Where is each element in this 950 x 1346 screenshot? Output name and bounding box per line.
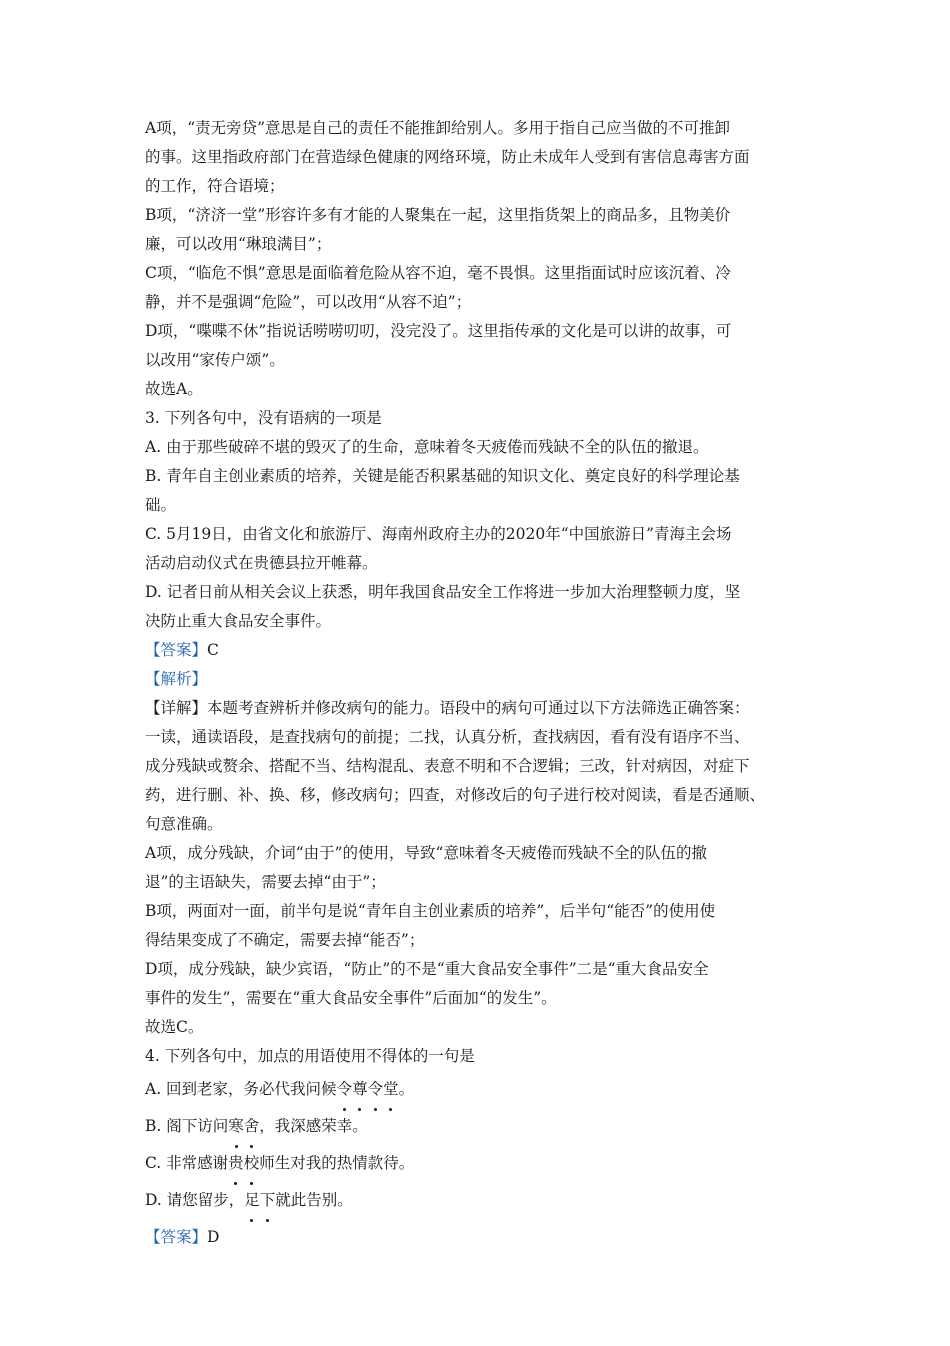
option-text: A. 回到老家，务必代我问候: [145, 1080, 337, 1098]
q2-explain-c-line2: 静，并不是强调“危险”，可以改用“从容不迫”；: [145, 293, 472, 311]
dotted-char: 下: [260, 1182, 276, 1219]
dotted-term: [228, 1117, 259, 1135]
option-text: 就此告别。: [275, 1191, 353, 1209]
q3-detail-line1: [145, 694, 825, 723]
q3-option-d-line2: 决防止重大食品安全事件。: [145, 612, 332, 630]
q2-explain-b-line1: B项，“济济一堂”形容许多有才能的人聚集在一起，这里指货架上的商品多，且物美价: [145, 206, 731, 224]
q2-choice: 故选A。: [145, 380, 203, 398]
q2-explain-a-line3: 的工作，符合语境；: [145, 177, 285, 195]
q3-option-b-line1: B. 青年自主创业素质的培养，关键是能否积累基础的知识文化、奠定良好的科学理论基: [145, 467, 740, 485]
dotted-char: 贵: [228, 1145, 244, 1182]
answer-value: D: [207, 1228, 220, 1246]
q3-analysis: [145, 665, 825, 694]
q3-option-d-line1: D. 记者日前从相关会议上获悉，明年我国食品安全工作将进一步加大治理整顿力度，坚: [145, 583, 741, 601]
option-text: 。: [398, 1080, 415, 1098]
q4-answer: [145, 1219, 825, 1256]
answer-value: C: [207, 641, 219, 659]
dotted-char: 令: [337, 1071, 353, 1108]
q3-option-b-line2: 础。: [145, 496, 177, 514]
q3-explain-a-line1: A项，成分残缺，介词“由于”的使用，导致“意味着冬天疲倦而残缺不全的队伍的撤: [145, 844, 707, 862]
option-text: B. 阁下访问: [145, 1117, 229, 1135]
answer-tag: 【答案】: [145, 1228, 208, 1246]
q3-answer: [145, 636, 825, 665]
document-page: [145, 114, 825, 1256]
dotted-char: 足: [244, 1182, 260, 1219]
answer-tag: 【答案】: [145, 641, 208, 659]
option-text: D. 请您留步，: [145, 1191, 245, 1209]
option-text: ，我深感荣幸。: [259, 1117, 368, 1135]
analysis-tag: 【解析】: [145, 670, 208, 688]
q3-option-c-line2: 活动启动仪式在贵德县拉开帷幕。: [145, 554, 378, 572]
q3-explain-d-line2: 事件的发生”，需要在“重大食品安全事件”后面加“的发生”。: [145, 989, 557, 1007]
option-text: 师生对我的热情款待。: [259, 1154, 415, 1172]
dotted-char: 校: [244, 1145, 260, 1182]
dotted-term: [228, 1154, 259, 1172]
q2-explain-d-line1: D项，“喋喋不休”指说话唠唠叨叨，没完没了。这里指传承的文化是可以讲的故事，可: [145, 322, 732, 340]
q3-explain-b-line1: B项，两面对一面，前半句是说“青年自主创业素质的培养”，后半句“能否”的使用使: [145, 902, 716, 920]
q4-option-d: [145, 1182, 825, 1219]
q2-explain-d-line2: 以改用“家传户颂”。: [145, 351, 285, 369]
q4-option-c: [145, 1145, 825, 1182]
dotted-char: 堂: [383, 1071, 399, 1108]
q3-explain-b-line2: 得结果变成了不确定，需要去掉“能否”；: [145, 931, 425, 949]
q4-stem: 4. 下列各句中，加点的用语使用不得体的一句是: [145, 1047, 475, 1065]
q3-option-c-line1: C. 5月19日，由省文化和旅游厅、海南州政府主办的2020年“中国旅游日”青海主会场: [145, 525, 732, 543]
q4-option-a: [145, 1071, 825, 1108]
q3-detail-line2: 一读，通读语段，是查找病句的前提；二找，认真分析，查找病因，看有没有语序不当、: [145, 728, 750, 746]
q3-explain-a-line2: 退”的主语缺失，需要去掉“由于”；: [145, 873, 386, 891]
detail-tag: 【详解】: [145, 699, 208, 717]
dotted-char: 尊: [352, 1071, 368, 1108]
q2-explain-a-line1: A项，“责无旁贷”意思是自己的责任不能推卸给别人。多用于指自己应当做的不可推卸: [145, 119, 731, 137]
detail-text: 本题考查辨析并修改病句的能力。语段中的病句可通过以下方法筛选正确答案：: [207, 699, 750, 717]
q4-option-b: [145, 1108, 825, 1145]
dotted-char: 令: [368, 1071, 384, 1108]
q2-explain-b-line2: 廉，可以改用“琳琅满目”；: [145, 235, 332, 253]
q3-detail-line5: 句意准确。: [145, 815, 223, 833]
q3-stem: 3. 下列各句中，没有语病的一项是: [145, 409, 382, 427]
q3-detail-line4: 药，进行删、补、换、移，修改病句；四查，对修改后的句子进行校对阅读，看是否通顺、: [145, 786, 766, 804]
q2-explain-a-line2: 的事。这里指政府部门在营造绿色健康的网络环境，防止未成年人受到有害信息毒害方面: [145, 148, 750, 166]
q3-choice: 故选C。: [145, 1018, 204, 1036]
option-text: C. 非常感谢: [145, 1154, 229, 1172]
dotted-char: 寒: [228, 1108, 244, 1145]
q3-detail-line3: 成分残缺或赘余、搭配不当、结构混乱、表意不明和不合逻辑；三改，针对病因，对症下: [145, 757, 750, 775]
dotted-char: 舍: [244, 1108, 260, 1145]
q3-option-a: A. 由于那些破碎不堪的毁灭了的生命，意味着冬天疲倦而残缺不全的队伍的撤退。: [145, 438, 709, 456]
q3-explain-d-line1: D项，成分残缺，缺少宾语，“防止”的不是“重大食品安全事件”二是“重大食品安全: [145, 960, 709, 978]
q2-explain-c-line1: C项，“临危不惧”意思是面临着危险从容不迫，毫不畏惧。这里指面试时应该沉着、冷: [145, 264, 731, 282]
dotted-term: [244, 1191, 275, 1209]
dotted-term: [337, 1080, 399, 1098]
